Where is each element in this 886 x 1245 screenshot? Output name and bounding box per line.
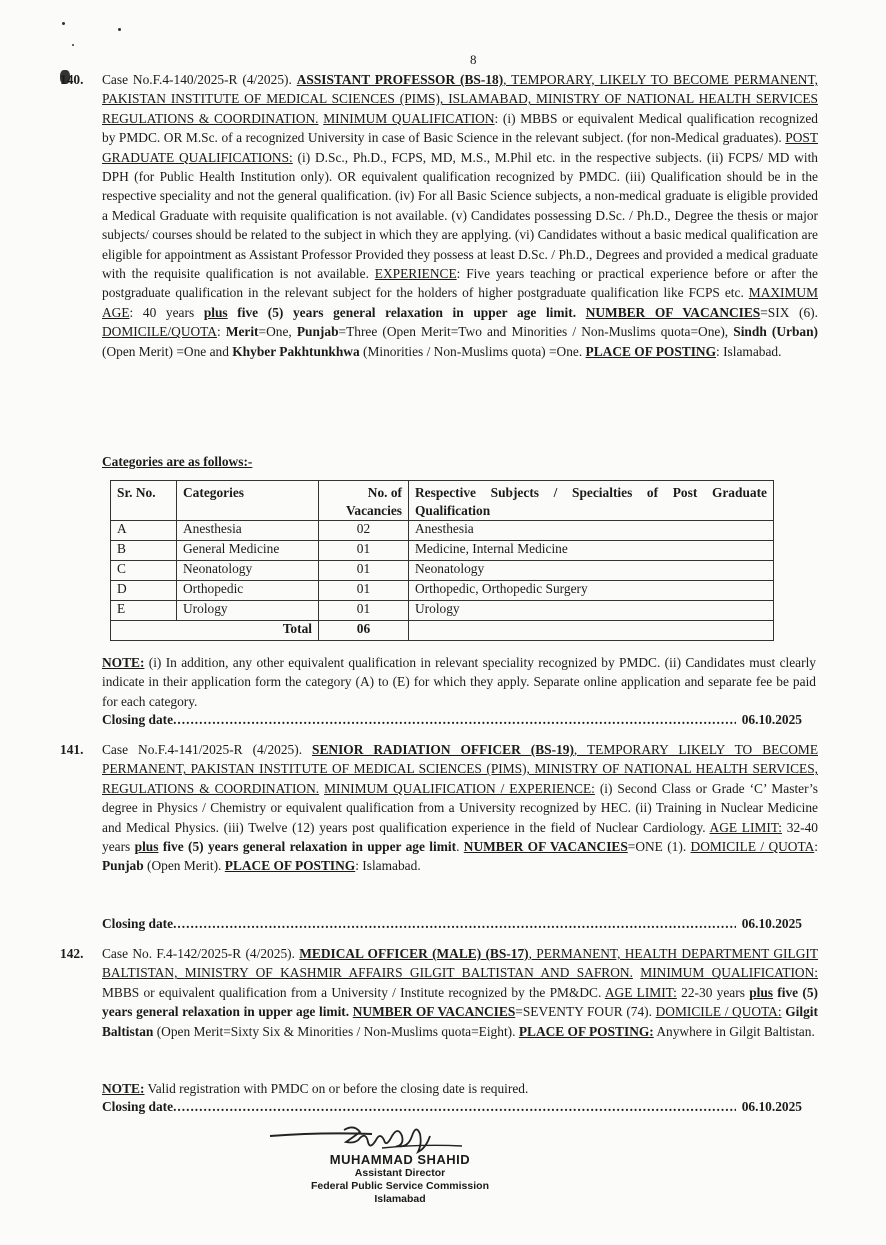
case-item-142 <box>60 944 818 1041</box>
item-text-segment: : Islamabad. <box>355 858 421 874</box>
subjects-cell: Orthopedic, Orthopedic Surgery <box>409 581 774 601</box>
item-text-segment: : <box>216 324 226 340</box>
item-text-segment: Case No. F.4-142/2025-R (4/2025). <box>102 946 300 961</box>
item-text-segment: =Three (Open Merit=Two and Minorities / Non-Muslims quota=One), <box>338 324 734 340</box>
item-text-segment: MINIMUM QUALIFICATION: <box>640 965 818 981</box>
item-text-segment: PLACE OF POSTING: <box>518 1023 654 1039</box>
closing-date: 06.10.2025 <box>741 712 802 727</box>
closing-date: 06.10.2025 <box>741 1099 802 1114</box>
item-text-segment: plus <box>203 304 228 320</box>
item-text-segment: five (5) years general relaxation in upper age limit. <box>227 304 577 320</box>
item-text-segment: 22-30 years <box>676 984 750 1000</box>
item-text-segment: DOMICILE/QUOTA <box>102 324 217 340</box>
sr-no-cell: C <box>111 561 177 581</box>
item-text-segment: Khyber Pakhtunkhwa <box>232 343 360 359</box>
item-text-segment: =SIX (6). <box>760 304 818 320</box>
item-text-segment: : 40 years <box>129 304 204 320</box>
category-cell: Urology <box>177 601 319 621</box>
item-text-segment: PLACE OF POSTING <box>585 343 716 359</box>
closing-date: 06.10.2025 <box>741 916 802 931</box>
total-value: 06 <box>319 621 409 641</box>
category-cell: Orthopedic <box>177 581 319 601</box>
table-total-row <box>111 621 774 641</box>
item-number: 142. <box>60 946 84 961</box>
item-text-segment: : <box>814 839 818 855</box>
item-text-segment: NUMBER OF VACANCIES <box>463 839 628 855</box>
case-item-140 <box>60 70 818 361</box>
item-text-segment: ASSISTANT PROFESSOR (BS-18) <box>296 72 504 87</box>
column-header: Respective Subjects / Specialties of Post Graduate Qualification <box>409 481 774 521</box>
item-text <box>102 944 818 1041</box>
item-text-segment: Sindh (Urban) <box>733 324 819 340</box>
item-text-segment: AGE LIMIT: <box>709 819 783 835</box>
note-label: NOTE: <box>102 655 145 670</box>
categories-heading: Categories are as follows:- <box>102 454 253 469</box>
item-text-segment: DOMICILE / QUOTA: <box>655 1004 782 1020</box>
item-number: 141. <box>60 742 84 757</box>
item-text-segment: =ONE (1). <box>627 839 691 855</box>
note-text: (i) In addition, any other equivalent qualification in relevant speciality recognized by PMDC. (ii) Candidates must clearly indicate in their application form the category (A) to (E) for which they apply. Separate online application and separate fee be paid for each category. <box>102 655 816 709</box>
sr-no-cell: A <box>111 521 177 541</box>
closing-date-142 <box>102 1099 802 1115</box>
table-row <box>111 601 774 621</box>
item-text-segment: Merit <box>225 324 259 340</box>
subjects-cell: Anesthesia <box>409 521 774 541</box>
item-text-segment: EXPERIENCE <box>374 266 457 282</box>
scan-speck <box>72 44 74 46</box>
total-label: Total <box>111 621 319 641</box>
subjects-cell: Neonatology <box>409 561 774 581</box>
categories-table <box>110 480 774 641</box>
item-text-segment: : (i) MBBS or equivalent Medical qualification recognized by PMDC. OR M.Sc. of a recognized University in case of Basic Science in the relevant subject. (for non-Medical graduates). <box>102 110 818 146</box>
sr-no-cell: E <box>111 601 177 621</box>
item-text-segment: NUMBER OF VACANCIES <box>585 304 761 320</box>
item-text-segment: plus <box>749 984 774 1000</box>
column-header: Categories <box>177 481 319 521</box>
signatory-organization: Federal Public Service Commission <box>311 1180 489 1192</box>
item-text-segment: . <box>456 839 464 855</box>
closing-label: Closing date <box>102 916 174 931</box>
item-text-segment: Case No.F.4-141/2025-R (4/2025). <box>102 742 313 757</box>
table-header-row <box>111 481 774 521</box>
closing-label: Closing date <box>102 1099 174 1114</box>
table-row <box>111 541 774 561</box>
signatory-name: MUHAMMAD SHAHID <box>329 1152 471 1167</box>
item-text-segment: POST GRADUATE QUALIFICATIONS: <box>102 130 818 165</box>
item-text-segment: five (5) years general relaxation in upper age limit. <box>102 984 818 1020</box>
item-text-segment: , PERMANENT, HEALTH DEPARTMENT GILGIT BALTISTAN, MINISTRY OF KASHMIR AFFAIRS GILGIT BALTISTAN AND SAFRON. <box>102 946 819 981</box>
item-text-segment: (i) Second Class or Grade ‘C’ Master’s degree in Physics / Chemistry or equivalent qualification from a University recognized by HEC. (ii) Training in Nuclear Medicine and Medical Physics. (iii) Twelve (12) years post qualification experience in the field of Nuclear Cardiology. <box>102 780 818 835</box>
vacancies-cell: 01 <box>319 581 409 601</box>
vacancies-cell: 01 <box>319 541 409 561</box>
item-text-segment: MINIMUM QUALIFICATION / EXPERIENCE: <box>324 780 595 796</box>
category-cell: Anesthesia <box>177 521 319 541</box>
item-text-segment: : Five years teaching or practical experience before or after the postgraduate qualification in the relevant subject for the holders of higher postgraduate qualification like FCPS etc. <box>102 266 818 301</box>
column-header: No. of Vacancies <box>319 481 409 521</box>
item-text-segment: DOMICILE / QUOTA <box>690 839 815 855</box>
item-text-segment: MINIMUM QUALIFICATION <box>323 110 495 126</box>
item-text-segment: NUMBER OF VACANCIES <box>352 1004 516 1020</box>
table-row <box>111 561 774 581</box>
signatory-city: Islamabad <box>374 1193 426 1205</box>
signatory-title: Assistant Director <box>354 1167 446 1179</box>
scan-speck <box>62 22 65 25</box>
item-text-segment: AGE LIMIT: <box>604 984 677 1000</box>
item-text-segment: =SEVENTY FOUR (74). <box>515 1004 656 1020</box>
column-header: Sr. No. <box>111 481 177 521</box>
sr-no-cell: B <box>111 541 177 561</box>
item-text-segment: five (5) years general relaxation in upper age limit <box>158 839 457 855</box>
subjects-cell: Medicine, Internal Medicine <box>409 541 774 561</box>
item-text-segment: (Open Merit) =One and <box>102 343 233 359</box>
note-text: Valid registration with PMDC on or before the closing date is required. <box>144 1081 529 1096</box>
sr-no-cell: D <box>111 581 177 601</box>
item-text-segment: Case No.F.4-140/2025-R (4/2025). <box>102 72 297 87</box>
item-text <box>102 70 818 361</box>
item-text-segment: SENIOR RADIATION OFFICER (BS-19) <box>312 742 574 757</box>
item-text-segment: (Open Merit=Sixty Six & Minorities / Non-Muslims quota=Eight). <box>153 1023 519 1039</box>
item-number: 140. <box>60 72 84 87</box>
item-text-segment: Punjab <box>102 858 144 874</box>
case-item-141 <box>60 740 818 876</box>
item-text-segment: (i) D.Sc., Ph.D., FCPS, MD, M.S., M.Phil etc. in the respective subjects. (ii) FCPS/ MD with DPH (for Public Health Institution only). OR equivalent qualification recognized by PMDC. (iii) Qualification should be in the respective speciality and not the general qualification. (iv) For all Basic Science subjects, a non-medical graduate is eligible provided a Medical Graduate with requisite qualification is not available. (v) Candidates possessing D.Sc. / Ph.D., Degree the thesis or major subjects/ courses should be related to the subject in which they are applying. (vi) Candidates without a basic medical qualification are eligible for appointment as Assistant Professor Provided they possess at least D.Sc. / Ph.D., Degrees and provided a medical graduate with the requisite qualification is not available. <box>102 149 818 282</box>
table-row <box>111 521 774 541</box>
closing-label: Closing date <box>102 712 174 727</box>
category-cell: Neonatology <box>177 561 319 581</box>
category-cell: General Medicine <box>177 541 319 561</box>
item-text-segment: plus <box>134 839 159 855</box>
note-142 <box>102 1079 816 1098</box>
note-140 <box>102 653 816 711</box>
signature-block <box>300 1152 500 1206</box>
page-number: 8 <box>470 52 477 67</box>
vacancies-cell: 02 <box>319 521 409 541</box>
item-text-segment: Anywhere in Gilgit Baltistan. <box>653 1023 815 1039</box>
item-text-segment: MAXIMUM AGE <box>102 285 818 320</box>
item-text-segment: , TEMPORARY, LIKELY TO BECOME PERMANENT, PAKISTAN INSTITUTE OF MEDICAL SCIENCES (PIMS), ISLAMABAD, MINISTRY OF NATIONAL HEALTH SERVICES REGULATIONS & COORDINATION. <box>102 72 818 126</box>
note-label: NOTE: <box>102 1081 145 1096</box>
table-row <box>111 581 774 601</box>
scan-speck <box>118 28 121 31</box>
closing-date-141 <box>102 916 802 932</box>
item-text-segment <box>576 305 586 320</box>
item-text-segment: MEDICAL OFFICER (MALE) (BS-17) <box>299 946 529 961</box>
closing-date-140 <box>102 712 802 728</box>
item-text-segment: 32-40 years <box>102 819 818 855</box>
vacancies-cell: 01 <box>319 561 409 581</box>
item-text-segment: Punjab <box>296 324 339 340</box>
subjects-cell: Urology <box>409 601 774 621</box>
item-text-segment: Gilgit Baltistan <box>102 1004 818 1039</box>
item-text-segment: PLACE OF POSTING <box>224 858 356 874</box>
item-text-segment: (Open Merit). <box>143 858 225 874</box>
item-text-segment: : Islamabad. <box>716 343 782 359</box>
item-text-segment: MBBS or equivalent qualification from a University / Institute recognized by the PM&DC. <box>102 984 605 1000</box>
vacancies-cell: 01 <box>319 601 409 621</box>
item-text-segment: , TEMPORARY LIKELY TO BECOME PERMANENT, PAKISTAN INSTITUTE OF MEDICAL SCIENCES (PIMS), MINISTRY OF NATIONAL HEALTH SERVICES, REGULATIONS & COORDINATION. <box>102 742 818 796</box>
item-text-segment: (Minorities / Non-Muslims quota) =One. <box>359 343 586 359</box>
item-text <box>102 740 818 876</box>
item-text-segment: =One, <box>258 324 297 340</box>
